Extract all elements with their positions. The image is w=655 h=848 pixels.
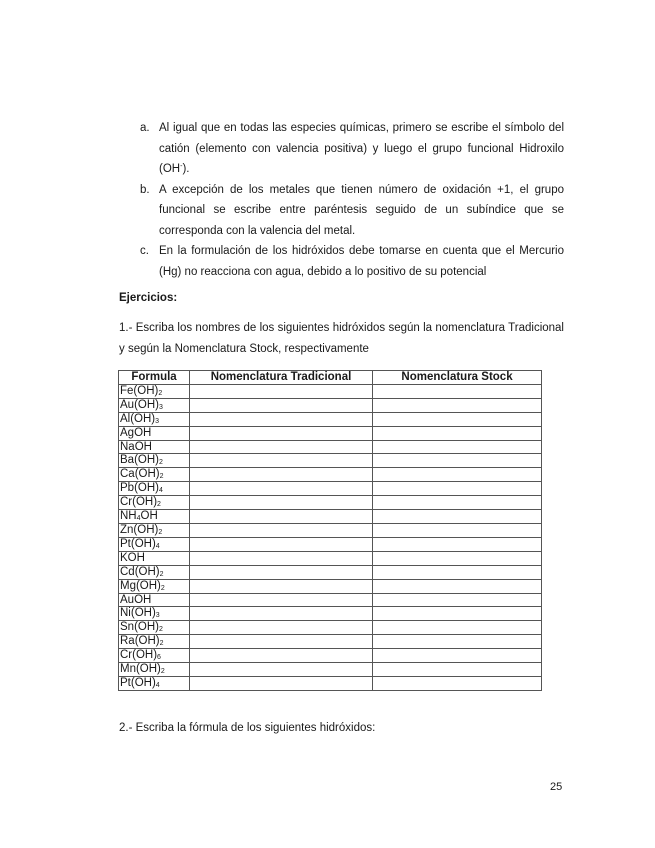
- traditional-cell[interactable]: [190, 468, 373, 482]
- rule-text: En la formulación de los hidróxidos debe tomarse en cuenta que el Mercurio (Hg) no reacciona con agua, debido a lo positivo de su potencial: [159, 245, 564, 278]
- table-row: [119, 384, 542, 398]
- stock-cell[interactable]: [373, 565, 542, 579]
- formula-subscript: 2: [160, 668, 165, 676]
- table-row: [119, 649, 542, 663]
- traditional-cell[interactable]: [190, 398, 373, 412]
- stock-cell[interactable]: [373, 537, 542, 551]
- header-stock: Nomenclatura Stock: [373, 371, 542, 385]
- formula-base: Cr(OH): [120, 496, 158, 509]
- traditional-cell[interactable]: [190, 426, 373, 440]
- traditional-cell[interactable]: [190, 454, 373, 468]
- formula-subscript: 2: [159, 570, 164, 578]
- stock-cell[interactable]: [373, 523, 542, 537]
- formula-base: NH: [120, 510, 137, 523]
- formula-cell: [119, 676, 190, 690]
- formula-base: Al(OH): [120, 412, 156, 425]
- rule-c: [140, 241, 564, 282]
- table-row: [119, 468, 542, 482]
- rule-text-end: ).: [182, 163, 190, 175]
- table-row: [119, 593, 542, 607]
- formula-cell: [119, 510, 190, 524]
- traditional-cell[interactable]: [190, 565, 373, 579]
- stock-cell[interactable]: [373, 426, 542, 440]
- formula-tail: OH: [140, 510, 158, 523]
- table-row: [119, 454, 542, 468]
- formula-subscript: 2: [158, 528, 163, 536]
- header-formula: Formula: [119, 371, 190, 385]
- stock-cell[interactable]: [373, 607, 542, 621]
- formula-base: Ni(OH): [120, 607, 156, 620]
- formula-cell: [119, 426, 190, 440]
- table-row: [119, 607, 542, 621]
- traditional-cell[interactable]: [190, 440, 373, 454]
- table-row: [119, 412, 542, 426]
- stock-cell[interactable]: [373, 593, 542, 607]
- formula-base: Ba(OH): [120, 454, 159, 467]
- formula-cell: [119, 454, 190, 468]
- formula-subscript: 4: [155, 542, 160, 550]
- formula-subscript: 2: [158, 626, 163, 634]
- formula-cell: [119, 635, 190, 649]
- stock-cell[interactable]: [373, 454, 542, 468]
- formula-base: Mg(OH): [120, 579, 161, 592]
- formula-cell: [119, 440, 190, 454]
- formula-subscript: 3: [155, 612, 160, 620]
- formula-base: KOH: [120, 551, 145, 564]
- traditional-cell[interactable]: [190, 676, 373, 690]
- formula-subscript: 3: [155, 417, 160, 425]
- formula-base: Cr(OH): [120, 649, 158, 662]
- formula-subscript: 2: [160, 584, 165, 592]
- formula-subscript: 2: [159, 640, 164, 648]
- traditional-cell[interactable]: [190, 579, 373, 593]
- traditional-cell[interactable]: [190, 384, 373, 398]
- rule-a: [140, 118, 564, 180]
- table-row: [119, 496, 542, 510]
- charge-superscript: -: [180, 163, 183, 170]
- stock-cell[interactable]: [373, 649, 542, 663]
- traditional-cell[interactable]: [190, 537, 373, 551]
- table-row: [119, 676, 542, 690]
- traditional-cell[interactable]: [190, 663, 373, 677]
- formula-subscript: 3: [158, 403, 163, 411]
- rules-list: [140, 118, 564, 282]
- stock-cell[interactable]: [373, 440, 542, 454]
- formula-cell: [119, 663, 190, 677]
- table-row: [119, 426, 542, 440]
- traditional-cell[interactable]: [190, 551, 373, 565]
- formula-base: Au(OH): [120, 398, 159, 411]
- stock-cell[interactable]: [373, 510, 542, 524]
- formula-cell: [119, 496, 190, 510]
- stock-cell[interactable]: [373, 551, 542, 565]
- formula-cell: [119, 565, 190, 579]
- formula-subscript: 2: [157, 501, 161, 509]
- formula-cell: [119, 649, 190, 663]
- table-row: [119, 579, 542, 593]
- table-row: [119, 537, 542, 551]
- formula-cell: [119, 384, 190, 398]
- formula-base: Mn(OH): [120, 663, 161, 676]
- table-body: [119, 384, 542, 690]
- formula-subscript: 6: [157, 654, 161, 662]
- table-row: [119, 398, 542, 412]
- stock-cell[interactable]: [373, 579, 542, 593]
- table-row: [119, 565, 542, 579]
- stock-cell[interactable]: [373, 676, 542, 690]
- table-row: [119, 523, 542, 537]
- table-row: [119, 635, 542, 649]
- formula-cell: [119, 551, 190, 565]
- formula-base: Ra(OH): [120, 635, 160, 648]
- formula-base: Zn(OH): [120, 523, 159, 536]
- formula-cell: [119, 579, 190, 593]
- formula-cell: [119, 523, 190, 537]
- rule-b: [140, 180, 564, 242]
- rule-marker: b.: [140, 183, 150, 196]
- page-number: 25: [550, 781, 563, 793]
- formula-base: AuOH: [120, 593, 152, 606]
- rule-marker: c.: [140, 245, 149, 257]
- table-row: [119, 621, 542, 635]
- formula-cell: [119, 468, 190, 482]
- formula-cell: [119, 621, 190, 635]
- traditional-cell[interactable]: [190, 621, 373, 635]
- formula-base: Pt(OH): [120, 676, 156, 689]
- rule-marker: a.: [140, 122, 150, 134]
- stock-cell[interactable]: [373, 496, 542, 510]
- table-row: [119, 510, 542, 524]
- formula-subscript: 4: [158, 487, 163, 495]
- formula-subscript: 4: [136, 515, 141, 523]
- exercises-title: Ejercicios:: [119, 292, 178, 304]
- traditional-cell[interactable]: [190, 635, 373, 649]
- stock-cell[interactable]: [373, 482, 542, 496]
- formula-cell: [119, 607, 190, 621]
- stock-cell[interactable]: [373, 635, 542, 649]
- formula-base: Fe(OH): [120, 384, 159, 397]
- table-row: [119, 440, 542, 454]
- rule-text: A excepción de los metales que tienen número de oxidación +1, el grupo funcional se escribe entre paréntesis seguido de un subíndice que se corresponda con la valencia del metal.: [159, 183, 564, 237]
- formula-subscript: 2: [159, 473, 164, 481]
- formula-cell: [119, 412, 190, 426]
- stock-cell[interactable]: [373, 621, 542, 635]
- traditional-cell[interactable]: [190, 412, 373, 426]
- formula-base: AgOH: [120, 426, 152, 439]
- traditional-cell[interactable]: [190, 523, 373, 537]
- traditional-cell[interactable]: [190, 496, 373, 510]
- stock-cell[interactable]: [373, 663, 542, 677]
- formula-base: Sn(OH): [120, 621, 159, 634]
- table-row: [119, 551, 542, 565]
- formula-cell: [119, 593, 190, 607]
- formula-base: Pb(OH): [120, 482, 159, 495]
- stock-cell[interactable]: [373, 384, 542, 398]
- formula-subscript: 4: [155, 681, 160, 689]
- header-traditional: Nomenclatura Tradicional: [190, 371, 373, 385]
- formula-base: NaOH: [120, 440, 152, 453]
- stock-cell[interactable]: [373, 412, 542, 426]
- formula-subscript: 2: [158, 389, 163, 397]
- table-row: [119, 663, 542, 677]
- traditional-cell[interactable]: [190, 649, 373, 663]
- traditional-cell[interactable]: [190, 607, 373, 621]
- traditional-cell[interactable]: [190, 593, 373, 607]
- formula-cell: [119, 398, 190, 412]
- question-1: 1.- Escriba los nombres de los siguientes hidróxidos según la nomenclatura Tradicional y según la Nomenclatura Stock, respectivamente: [119, 322, 564, 355]
- formula-base: Cd(OH): [120, 565, 160, 578]
- formula-base: Ca(OH): [120, 468, 160, 481]
- rule-text: Al igual que en todas las especies químicas, primero se escribe el símbolo del catión (elemento con valencia positiva) y luego el grupo funcional Hidroxilo (OH: [159, 122, 564, 175]
- stock-cell[interactable]: [373, 398, 542, 412]
- stock-cell[interactable]: [373, 468, 542, 482]
- formula-cell: [119, 482, 190, 496]
- formula-subscript: 2: [158, 459, 163, 467]
- table-row: [119, 482, 542, 496]
- question-2: 2.- Escriba la fórmula de los siguientes hidróxidos:: [119, 722, 376, 734]
- formula-base: Pt(OH): [120, 537, 156, 550]
- formula-cell: [119, 537, 190, 551]
- traditional-cell[interactable]: [190, 510, 373, 524]
- table-header-row: [119, 371, 542, 385]
- traditional-cell[interactable]: [190, 482, 373, 496]
- hydroxides-table: [118, 370, 542, 691]
